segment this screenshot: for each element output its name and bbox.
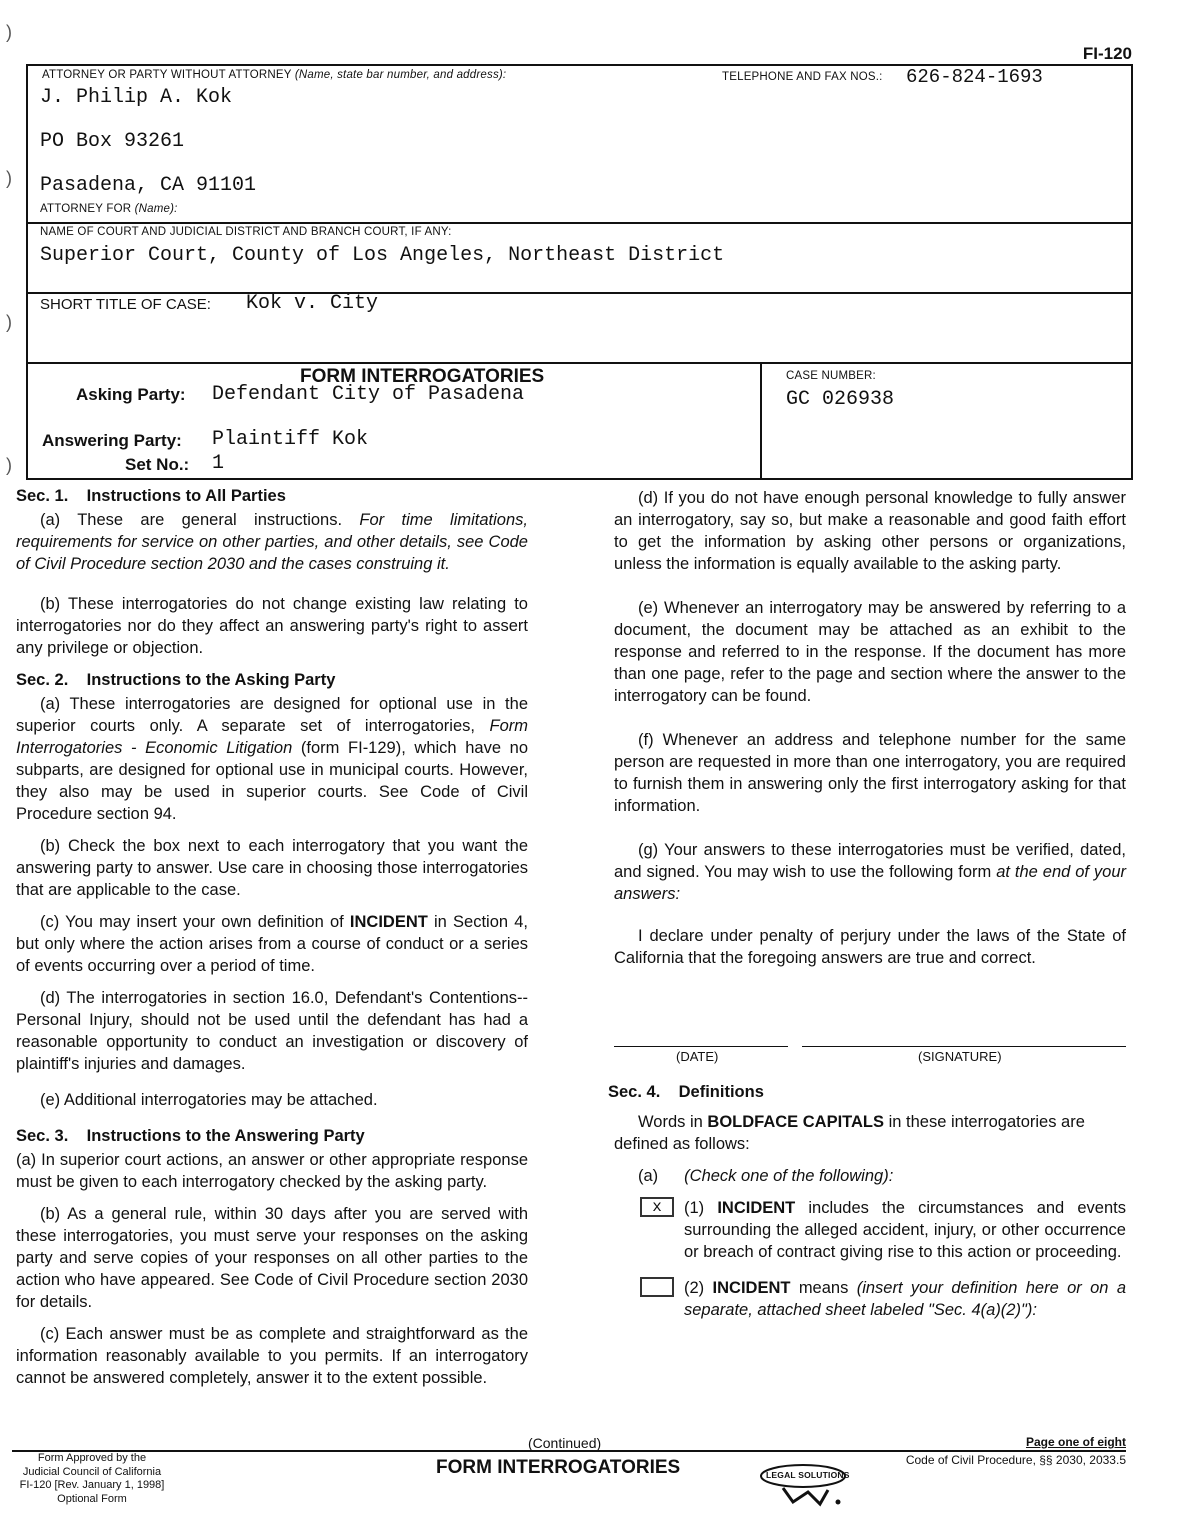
scan-margin-mark: ): [6, 455, 12, 475]
form-id: FI-120: [1082, 44, 1132, 63]
footer-rule: [12, 1450, 1126, 1452]
incident-option-1: [640, 1197, 1126, 1263]
attorney-for-label: ATTORNEY FOR (Name):: [40, 203, 178, 215]
form-title: FORM INTERROGATORIES: [300, 366, 545, 387]
short-title-label: SHORT TITLE OF CASE:: [40, 296, 211, 313]
signature-line: [802, 1046, 1126, 1047]
sec3-c: (c) Each answer must be as complete and straightforward as the information reasonably available to you permits. If an interrogatory cannot be answered completely, answer it to the extent possible.: [16, 1325, 528, 1387]
incident-option-1-checkbox[interactable]: x: [640, 1197, 674, 1217]
left-column: [16, 485, 528, 1399]
parties-divider: [760, 362, 762, 480]
incident-option-2: [640, 1277, 1126, 1321]
scan-margin-mark: ): [6, 168, 12, 188]
sec3-a: (a) In superior court actions, an answer or other appropriate response must be given to each interrogatory checked by the asking party.: [16, 1151, 528, 1191]
asking-party-label: Asking Party:: [76, 385, 186, 404]
asking-party-value: Defendant City of Pasadena: [212, 383, 525, 406]
footer-title: FORM INTERROGATORIES: [436, 1457, 681, 1478]
approval-line4: Optional Form: [57, 1492, 127, 1505]
instruction-g: (g) Your answers to these interrogatories must be verified, dated, and signed. You may wish to use the following form at the end of your answers:: [614, 841, 1126, 903]
instruction-f: (f) Whenever an address and telephone number for the same person are requested in more than one interrogatory, you are required to furnish them in answering only the first interrogatory asking for that information.: [614, 731, 1126, 815]
court-label: NAME OF COURT AND JUDICIAL DISTRICT AND BRANCH COURT, IF ANY:: [40, 226, 452, 238]
right-column: [614, 487, 1126, 979]
approval-line3: FI-120 [Rev. January 1, 1998]: [19, 1479, 165, 1491]
legal-solutions-logo: [758, 1462, 856, 1512]
legal-solutions-logo-text: LEGAL SOLUTIONS: [766, 1470, 850, 1480]
sec3-title: Sec. 3. Instructions to the Answering Party: [16, 1127, 365, 1145]
case-number-value: GC 026938: [786, 388, 895, 411]
attorney-name: J. Philip A. Kok: [40, 86, 233, 109]
approval-line1: Form Approved by the: [37, 1452, 147, 1464]
incident-option-2-text: (2) INCIDENT means (insert your definition here or on a separate, attached sheet labeled "Sec. 4(a)(2)"):: [684, 1279, 1127, 1319]
incident-option-2-checkbox[interactable]: [640, 1277, 674, 1297]
phone-value: 626-824-1693: [906, 66, 1043, 88]
signature-label: (SIGNATURE): [918, 1049, 1002, 1064]
phone-label: TELEPHONE AND FAX NOS.:: [722, 71, 883, 83]
answering-party-label: Answering Party:: [42, 431, 182, 450]
attorney-label: ATTORNEY OR PARTY WITHOUT ATTORNEY (Name, state bar number, and address):: [42, 69, 507, 81]
approval-line2: Judicial Council of California: [22, 1465, 162, 1478]
sec2-e: (e) Additional interrogatories may be attached.: [40, 1091, 378, 1109]
sec4-block: [608, 1081, 1126, 1335]
case-number-label: CASE NUMBER:: [786, 370, 876, 382]
parties-box: [26, 362, 1133, 480]
instruction-e: (e) Whenever an interrogatory may be answered by referring to a document, the document may be attached as an exhibit to the response and referred to in the response. If the document has more than one page, refer to the page and section where the answer to the interrogatory can be found.: [614, 599, 1126, 705]
continued-label: (Continued): [528, 1435, 602, 1451]
sec1-a: (a) These are general instructions. For time limitations, requirements for service on other parties, and other details, see Code of Civil Procedure section 2030 and the cases construing it.: [16, 511, 528, 573]
attorney-address-line2: Pasadena, CA 91101: [40, 174, 257, 197]
code-citation: Code of Civil Procedure, §§ 2030, 2033.5: [905, 1453, 1126, 1467]
sec2-title: Sec. 2. Instructions to the Asking Party: [16, 671, 336, 689]
date-line: [614, 1046, 788, 1047]
sec2-a: (a) These interrogatories are designed for optional use in the superior courts only. A separate set of interrogatories, Form Interrogatories - Economic Litigation (form FI-129), which have no subparts, are designed for optional use in municipal courts. However, they also may be used in superior courts. See Code of Civil Procedure section 94.: [16, 695, 528, 823]
scan-margin-mark: ): [6, 312, 12, 332]
scan-margin-mark: ): [6, 22, 12, 42]
approval-block: [8, 1452, 176, 1506]
sec3-b: (b) As a general rule, within 30 days after you are served with these interrogatories, you must serve your responses on the asking party and serve copies of your responses on all other parties to the action who have appeared. See Code of Civil Procedure section 2030 for details.: [16, 1205, 528, 1311]
sec4-intro: Words in BOLDFACE CAPITALS in these interrogatories are defined as follows:: [614, 1113, 1085, 1153]
instruction-d: (d) If you do not have enough personal knowledge to fully answer an interrogatory, say so, but make a reasonable and good faith effort to get the information by asking other persons or organizations, unless the information is equally available to the asking party.: [614, 489, 1126, 573]
sec2-d: (d) The interrogatories in section 16.0, Defendant's Contentions--Personal Injury, should not be used until the defendant has had a reasonable opportunity to conduct an investigation or discovery of plaintiff's injuries and damages.: [16, 989, 528, 1073]
sec1-b: (b) These interrogatories do not change existing law relating to interrogatories nor do they affect an answering party's right to assert any privilege or objection.: [16, 595, 528, 657]
date-label: (DATE): [676, 1049, 719, 1064]
set-no-value: 1: [212, 452, 225, 475]
sec4-title: Sec. 4. Definitions: [608, 1083, 764, 1101]
attorney-address-line1: PO Box 93261: [40, 130, 185, 153]
sec4-a: (a) (Check one of the following):: [638, 1167, 894, 1185]
short-title-value: Kok v. City: [246, 292, 379, 315]
sec1-title: Sec. 1. Instructions to All Parties: [16, 487, 286, 505]
answering-party-value: Plaintiff Kok: [212, 428, 369, 451]
court-name: Superior Court, County of Los Angeles, Northeast District: [40, 244, 725, 267]
sec2-c: (c) You may insert your own definition of INCIDENT in Section 4, but only where the action arises from a course of conduct or a series of events occurring over a period of time.: [16, 913, 529, 975]
sec2-b: (b) Check the box next to each interrogatory that you want the answering party to answer. Use care in choosing those interrogatories that are applicable to the case.: [16, 837, 528, 899]
set-no-label: Set No.:: [125, 455, 190, 474]
incident-option-1-text: (1) INCIDENT includes the circumstances and events surrounding the alleged accident, injury, or other occurrence or breach of contract giving rise to this action or proceeding.: [684, 1199, 1126, 1261]
page-number: Page one of eight: [1025, 1435, 1126, 1449]
declaration-text: I declare under penalty of perjury under the laws of the State of California that the foregoing answers are true and correct.: [614, 927, 1126, 967]
